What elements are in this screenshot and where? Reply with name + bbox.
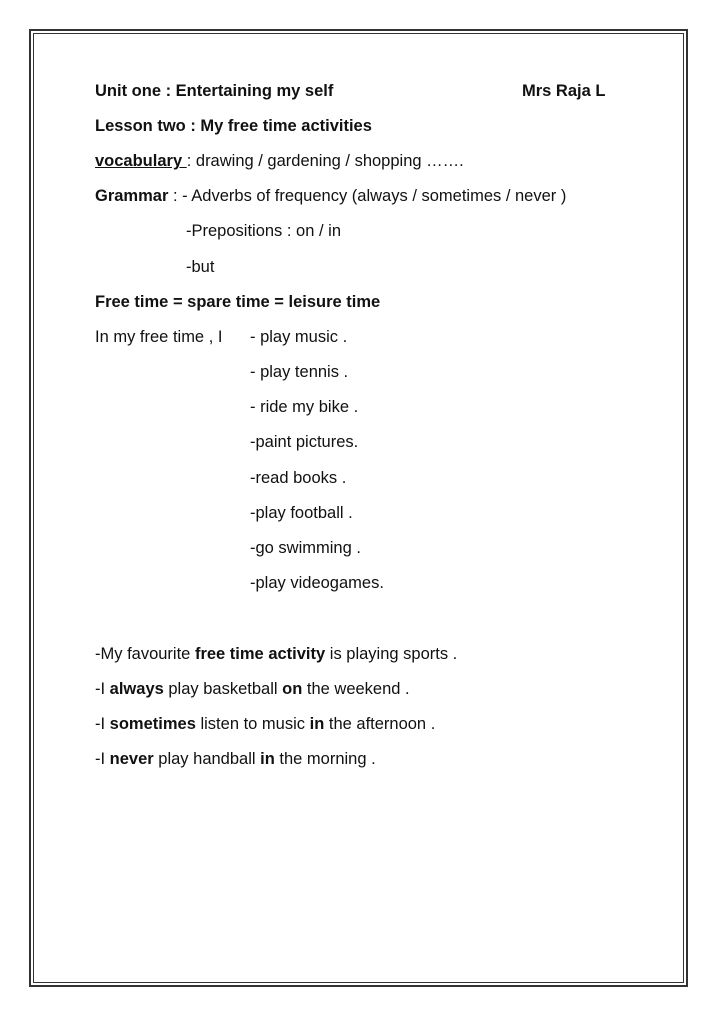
definition-line: Free time = spare time = leisure time: [95, 293, 381, 311]
grammar-label: Grammar: [95, 187, 169, 205]
activities-intro: In my free time , I: [95, 328, 223, 346]
example-text: play basketball: [163, 680, 283, 698]
activity-item: -read books .: [250, 469, 347, 487]
activity-item: - play music .: [250, 328, 348, 346]
vocabulary-label: vocabulary: [95, 152, 187, 170]
example-preposition: in: [260, 750, 275, 768]
page-border-inner: [33, 33, 684, 983]
vocabulary-line: [95, 151, 464, 171]
example-preposition: on: [282, 680, 303, 698]
example-text: is playing sports .: [325, 645, 458, 663]
grammar-adverbs: : - Adverbs of frequency (always / sometimes / never ): [168, 187, 567, 205]
example-text: -I: [95, 750, 110, 768]
example-sentence: [95, 714, 435, 734]
activity-item: -play videogames.: [250, 574, 384, 592]
example-text: -I: [95, 715, 110, 733]
activity-item: - ride my bike .: [250, 398, 359, 416]
grammar-prepositions: -Prepositions : on / in: [186, 222, 341, 240]
example-sentence: [95, 749, 376, 769]
teacher-name: Mrs Raja L: [522, 82, 606, 100]
activity-item: -paint pictures.: [250, 433, 359, 451]
example-text: the weekend .: [302, 680, 410, 698]
example-text: listen to music: [195, 715, 310, 733]
example-text: play handball: [153, 750, 261, 768]
example-text: -I: [95, 680, 110, 698]
example-adverb: never: [109, 750, 154, 768]
example-sentence: [95, 644, 457, 664]
vocabulary-text: : drawing / gardening / shopping …….: [186, 152, 464, 170]
activity-item: -play football .: [250, 504, 353, 522]
example-text: the afternoon .: [324, 715, 436, 733]
example-sentence: [95, 679, 410, 699]
example-keyword: free time activity: [194, 645, 326, 663]
activity-item: - play tennis .: [250, 363, 349, 381]
grammar-line: [95, 186, 566, 206]
example-adverb: always: [109, 680, 164, 698]
lesson-title: Lesson two : My free time activities: [95, 117, 372, 135]
example-adverb: sometimes: [109, 715, 196, 733]
activity-item: -go swimming .: [250, 539, 361, 557]
unit-title: Unit one : Entertaining my self: [95, 82, 334, 100]
example-text: the morning .: [274, 750, 376, 768]
example-preposition: in: [309, 715, 325, 733]
grammar-but: -but: [186, 258, 215, 276]
example-text: -My favourite: [95, 645, 195, 663]
